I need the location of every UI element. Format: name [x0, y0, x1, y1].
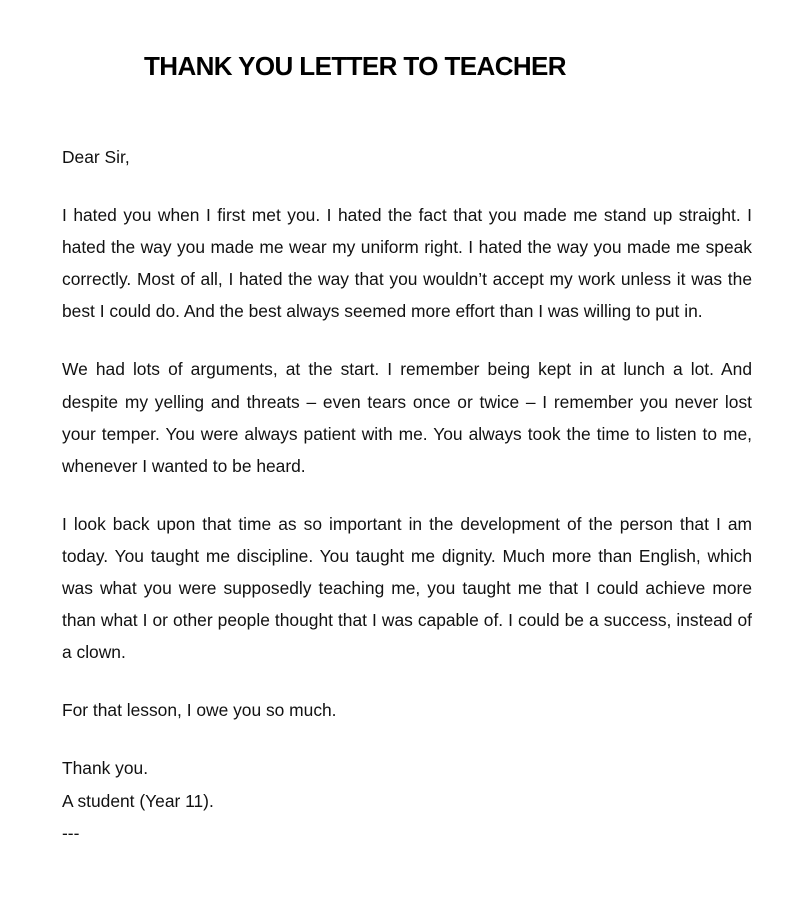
signature: A student (Year 11).	[62, 790, 214, 811]
separator: ---	[62, 822, 80, 843]
paragraph-1: I hated you when I first met you. I hated the fact that you made me stand up straight. I hated the way you made me wear my uniform right. I hated the way you made me speak correctly. Most of all, I hated the way that you wouldn’t accept my work unless it was the best I could do. And the best always seemed more effort than I was willing to put in.	[62, 205, 752, 322]
paragraph-3: I look back upon that time as so important in the development of the person that I am today. You taught me discipline. You taught me dignity. Much more than English, which was what you were supposedly teaching me, you taught me that I could achieve more than what I or other people thought that I was capable of. I could be a success, instead of a clown.	[62, 513, 752, 663]
paragraph-2: We had lots of arguments, at the start. I remember being kept in at lunch a lot. And despite my yelling and threats – even tears once or twice – I remember you never lost your temper. You were always patient with me. You always took the time to listen to me, whenever I wanted to be heard.	[62, 359, 752, 476]
closing-line: For that lesson, I owe you so much.	[62, 700, 337, 721]
sign-off: Thank you.	[62, 758, 149, 779]
letter-title: THANK YOU LETTER TO TEACHER	[144, 51, 566, 81]
letter-body	[62, 141, 752, 849]
salutation: Dear Sir,	[62, 147, 130, 167]
